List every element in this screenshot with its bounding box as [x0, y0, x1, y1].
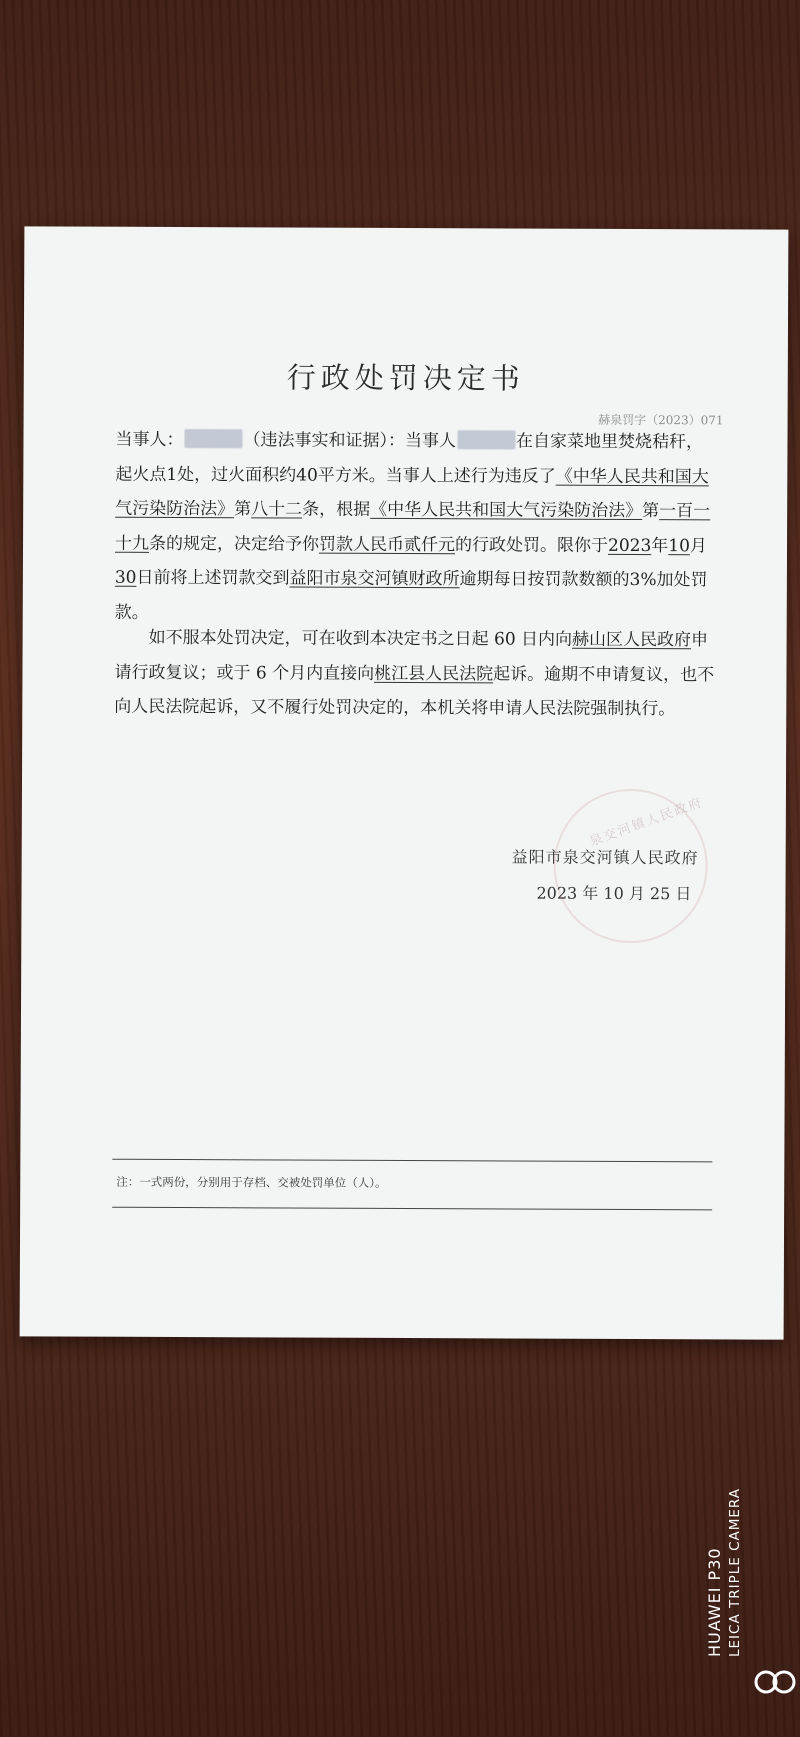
leica-rings-icon: [752, 1667, 798, 1697]
article-suffix: 条的规定，决定给予你: [148, 533, 320, 555]
watermark-line: HUAWEI P30: [705, 1547, 724, 1657]
issue-date: 2023 年 10 月 25 日: [536, 883, 692, 904]
appeal-text: 起诉。逾期不申请复议，也不向人民法院起诉，又不履行处罚决定的，本机关将申请人民法院强制执行。: [114, 663, 715, 720]
footnote: 注：一式两份，分别用于存档、交被处罚单位（人）。: [116, 1174, 387, 1190]
facts-text: 在自家菜地里焚烧秸秆，起火点1处，过火面积约40平方米。当事人上述行为违反了: [115, 431, 704, 487]
document-sheet: [20, 226, 789, 1339]
article-suffix: 条，根据: [302, 499, 371, 520]
facts-label: （违法事实和证据）：: [243, 430, 406, 452]
facts-paragraph: [115, 423, 716, 633]
redacted-name: [457, 430, 515, 449]
review-body: 赫山区人民政府: [572, 629, 692, 651]
penalty-amount: 罚款人民币贰仟元: [318, 534, 456, 555]
deadline-year: 2023: [607, 535, 652, 556]
seal-text: 泉交河镇人民政府: [587, 795, 706, 850]
article-prefix: 第: [642, 501, 660, 522]
article-prefix: 第: [234, 499, 252, 520]
year-unit: 年: [651, 535, 669, 556]
document-title: 行政处罚决定书: [286, 360, 525, 396]
penalty-suffix: 的行政处罚。限你于: [454, 534, 609, 556]
payee: 益阳市泉交河镇财政所: [289, 568, 460, 590]
redacted-name: [184, 429, 242, 448]
article-number: 一百一十九: [114, 501, 711, 554]
law-reference: 《中华人民共和国大气污染防治法》: [115, 466, 709, 520]
late-fee-text: 逾期每日按罚款数额的3%加处罚款。: [114, 569, 708, 623]
article-number: 八十二: [251, 499, 303, 520]
law-reference: 《中华人民共和国大气污染防治法》: [370, 499, 643, 522]
appeal-text: 申请行政复议；或于 6 个月内直接向: [114, 630, 709, 684]
facts-party: 当事人: [404, 431, 457, 452]
appeal-paragraph: [114, 621, 714, 727]
divider: [112, 1159, 712, 1163]
deadline-month: 10: [668, 535, 690, 556]
month-unit: 月: [689, 535, 707, 556]
divider: [112, 1207, 712, 1211]
appeal-text: 如不服本处罚决定，可在收到本决定书之日起 60 日内向: [148, 627, 573, 650]
watermark-line: LEICA TRIPLE CAMERA: [727, 1488, 743, 1657]
document-number: 赫泉罚字（2023）071: [598, 412, 724, 428]
deadline-day: 30: [114, 567, 137, 588]
issuing-authority: 益阳市泉交河镇人民政府: [511, 847, 699, 868]
party-label: 当事人：: [115, 429, 184, 451]
deadline-suffix: 日前将上述罚款交到: [136, 567, 290, 589]
camera-watermark: [705, 1485, 765, 1660]
court-name: 桃江县人民法院: [374, 663, 494, 684]
